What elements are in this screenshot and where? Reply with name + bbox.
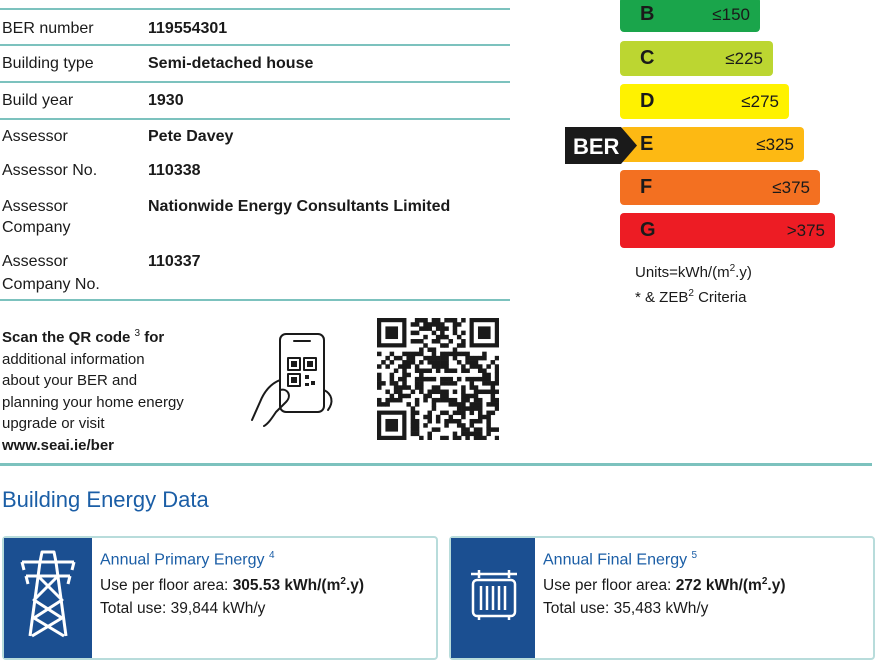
section-divider [0,463,872,466]
row-label: Building type [2,55,94,72]
final-total-value: 35,483 kWh/y [613,600,709,617]
primary-use-suffix: .y) [345,577,365,595]
final-title-text: Annual Final Energy [543,551,688,569]
ber-rating-marker [565,127,637,164]
row-label-line2: Company No. [2,276,100,293]
ber-marker-label: BER [573,134,620,159]
final-title-sup: 5 [691,550,698,561]
row-label: Assessor [2,128,68,145]
primary-use-per-area [100,576,364,595]
row-divider [0,44,510,46]
band-letter: F [640,176,653,198]
band-letter: D [640,90,655,112]
final-total-use [543,600,708,618]
units-suffix: .y) [735,264,752,281]
rating-band-e [620,127,804,162]
final-use-per-area [543,576,785,595]
qr-url-link[interactable]: www.seai.ie/ber [2,436,114,454]
band-range: ≤325 [756,135,794,154]
band-letter: C [640,47,655,69]
primary-total-value: 39,844 kWh/y [170,600,266,617]
criteria-prefix: * & ZEB [635,289,689,306]
primary-energy-title [100,550,275,569]
primary-title-text: Annual Primary Energy [100,551,265,569]
band-letter: B [640,3,655,25]
radiator-icon [467,568,521,620]
rating-band-c [620,41,773,76]
final-energy-card [449,536,875,660]
row-divider [0,118,510,120]
row-value: 110338 [148,162,201,179]
rating-band-g [620,213,835,248]
final-use-sup: 2 [761,576,768,587]
qr-instructions [2,323,242,456]
row-value: Semi-detached house [148,55,314,72]
qr-line4: planning your home energy [2,393,184,411]
units-note [635,258,752,308]
row-value: 110337 [148,253,201,270]
row-value: 119554301 [148,20,228,37]
rating-band-b [620,0,760,32]
rating-band-f [620,170,820,205]
row-label: BER number [2,20,94,37]
hand-phone-icon [248,330,340,428]
row-value: Pete Davey [148,128,234,145]
row-value: Nationwide Energy Consultants Limited [148,198,451,215]
units-sup: 2 [729,263,736,274]
rating-band-d [620,84,789,119]
pylon-icon [18,548,78,638]
row-value: 1930 [148,92,184,109]
band-range: ≤375 [772,178,810,197]
qr-lead-tail: for [140,329,165,346]
row-divider [0,299,510,301]
criteria-sup: 2 [688,288,694,299]
section-title: Building Energy Data [2,487,209,512]
primary-total-use [100,600,265,618]
final-total-label: Total use: [543,600,614,617]
final-use-label: Use per floor area: [543,577,676,595]
table-top-divider [0,8,510,10]
row-label-line1: Assessor [2,198,68,215]
row-label: Assessor No. [2,162,98,179]
primary-use-value: 305.53 kWh/(m [232,577,341,595]
final-energy-title [543,550,697,569]
qr-line5: upgrade or visit [2,415,105,432]
band-range: ≤225 [725,49,763,68]
primary-use-label: Use per floor area: [100,577,233,595]
row-label-line2: Company [2,219,71,236]
qr-line3: about your BER and [2,372,138,389]
qr-lead: Scan the QR code [2,329,131,346]
primary-icon-box [4,538,92,658]
primary-energy-card [2,536,438,660]
primary-title-sup: 4 [268,550,275,561]
row-divider [0,81,510,83]
criteria-suffix: Criteria [693,289,747,306]
row-label: Build year [2,92,74,109]
qr-code-image[interactable] [377,318,499,440]
row-label-line1: Assessor [2,253,68,270]
qr-lead-sup: 3 [134,328,141,339]
primary-total-label: Total use: [100,600,171,617]
band-range: ≤150 [712,5,750,24]
final-use-value: 272 kWh/(m [675,577,762,595]
final-use-suffix: .y) [767,577,786,595]
band-letter: G [640,219,656,241]
qr-line2: additional information [2,350,145,368]
band-range: ≤275 [741,92,779,111]
band-range: >375 [786,221,825,240]
units-prefix: Units=kWh/(m [635,264,730,281]
final-icon-box [451,538,535,658]
band-letter: E [640,133,654,155]
primary-use-sup: 2 [340,576,346,587]
